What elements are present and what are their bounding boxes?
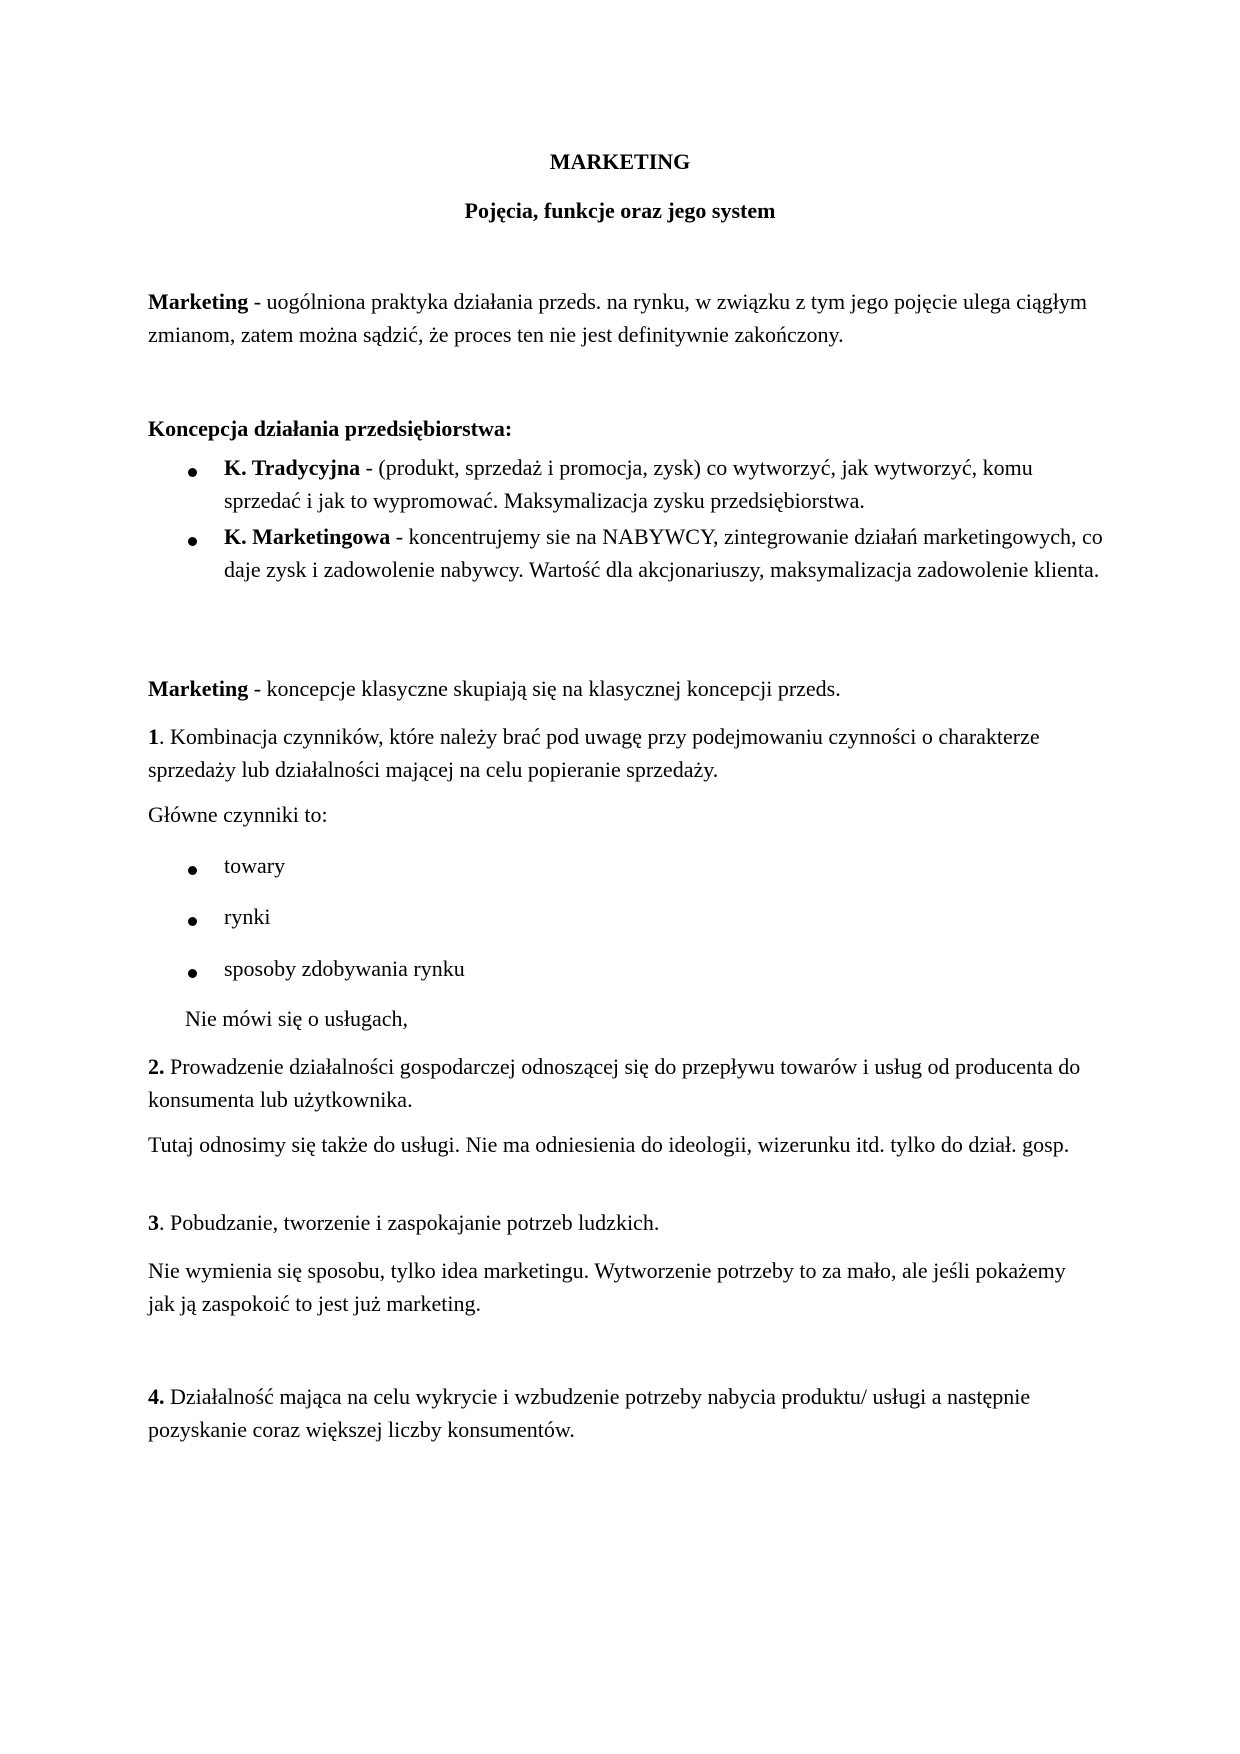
definition-text: - uogólniona praktyka działania przeds. na rynku, w związku z tym jego pojęcie ulega ciągłym zmianom, zatem można sądzić, że proces ten nie jest definitywnie zakończony. — [148, 289, 1087, 347]
factor-item: rynki — [224, 904, 271, 929]
page-subtitle: Pojęcia, funkcje oraz jego system — [464, 198, 776, 223]
point-text: Działalność mająca na celu wykrycie i wzbudzenie potrzeby nabycia produktu/ usługi a następnie pozyskanie coraz większej liczby konsumentów. — [148, 1384, 1031, 1442]
bullet-icon — [188, 537, 200, 549]
concept-item-marketing — [224, 520, 1104, 586]
point-number: 4. — [148, 1384, 165, 1409]
classic-paragraph — [148, 672, 1098, 705]
point-number: 3 — [148, 1210, 159, 1235]
point-text: Prowadzenie działalności gospodarczej odnoszącej się do przepływu towarów i usług od producenta do konsumenta lub użytkownika. — [148, 1054, 1081, 1112]
concepts-heading: Koncepcja działania przedsiębiorstwa: — [148, 416, 513, 441]
point-3-note: Nie wymienia się sposobu, tylko idea marketingu. Wytworzenie potrzeby to za mało, ale jeśli pokażemy jak ją zaspokoić to jest już marketing. — [148, 1258, 1066, 1316]
point-number: 2. — [148, 1054, 165, 1079]
point-3 — [148, 1206, 1098, 1239]
no-services-note: Nie mówi się o usługach, — [185, 1006, 409, 1031]
definition-term: Marketing — [148, 289, 249, 314]
point-1 — [148, 720, 1098, 786]
concept-item-traditional — [224, 451, 1104, 517]
classic-text: - koncepcje klasyczne skupiają się na klasycznej koncepcji przeds. — [248, 676, 841, 701]
factors-heading: Główne czynniki to: — [148, 802, 328, 827]
classic-term: Marketing — [148, 676, 249, 701]
concept-term: K. Marketingowa — [224, 524, 391, 549]
point-2-note: Tutaj odnosimy się także do usługi. Nie ma odniesienia do ideologii, wizerunku itd. tylko do dział. gosp. — [148, 1132, 1070, 1157]
point-text: . Pobudzanie, tworzenie i zaspokajanie potrzeb ludzkich. — [159, 1210, 660, 1235]
point-4 — [148, 1380, 1098, 1446]
factor-item: sposoby zdobywania rynku — [224, 956, 465, 981]
page-title: MARKETING — [549, 149, 691, 174]
concept-text: - (produkt, sprzedaż i promocja, zysk) co wytworzyć, jak wytworzyć, komu sprzedać i jak to wypromować. Maksymalizacja zysku przedsiębiorstwa. — [224, 455, 1033, 513]
bullet-icon — [188, 969, 200, 981]
point-text: . Kombinacja czynników, które należy brać pod uwagę przy podejmowaniu czynności o charakterze sprzedaży lub działalności mającej na celu popieranie sprzedaży. — [148, 724, 1040, 782]
definition-paragraph — [148, 285, 1098, 351]
factor-item: towary — [224, 853, 286, 878]
bullet-icon — [188, 468, 200, 480]
bullet-icon — [188, 866, 200, 878]
point-number: 1 — [148, 724, 159, 749]
point-2 — [148, 1050, 1098, 1116]
concept-term: K. Tradycyjna — [224, 455, 361, 480]
concept-text: - koncentrujemy sie na NABYWCY, zintegrowanie działań marketingowych, co daje zysk i zadowolenie nabywcy. Wartość dla akcjonariuszy, maksymalizacja zadowolenie klienta. — [224, 524, 1103, 582]
bullet-icon — [188, 917, 200, 929]
